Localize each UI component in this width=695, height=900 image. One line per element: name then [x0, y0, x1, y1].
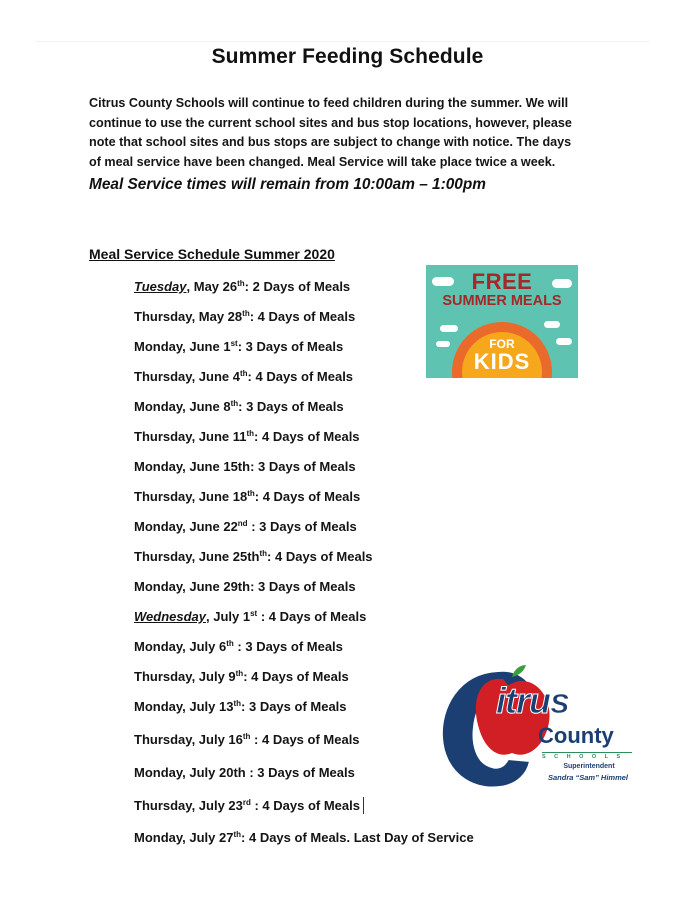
ordinal-suffix: th — [237, 279, 245, 288]
schedule-date: , June 4 — [191, 369, 240, 384]
schedule-meals: : 4 Days of Meals — [250, 732, 360, 747]
intro-paragraph — [89, 94, 649, 172]
schedule-row — [134, 639, 343, 654]
schedule-row — [134, 669, 349, 684]
schedule-meals: : 3 Days of Meals — [250, 579, 356, 594]
ordinal-suffix: st — [230, 339, 238, 348]
schedule-heading: Meal Service Schedule Summer 2020 — [89, 246, 335, 262]
schedule-row — [134, 549, 373, 564]
schedule-day: Thursday — [134, 429, 192, 444]
ordinal-suffix: th — [242, 309, 250, 318]
service-times-notice: Meal Service times will remain from 10:00am – 1:00pm — [89, 176, 486, 193]
ordinal-suffix: nd — [237, 519, 248, 528]
schedule-date: , June 25th — [191, 549, 260, 564]
schedule-meals: : 4 Days of Meals — [254, 429, 360, 444]
free-summer-meals-image — [426, 265, 578, 378]
citrus-county-schools-logo — [438, 663, 638, 793]
schedule-row — [134, 489, 360, 504]
schedule-date: , June 1 — [182, 339, 231, 354]
ordinal-suffix: th — [235, 669, 244, 678]
schedule-day: Thursday — [134, 489, 192, 504]
schedule-date: , June 11 — [191, 429, 247, 444]
schedule-meals: : 3 Days of Meals — [233, 639, 343, 654]
schedule-date: , May 26 — [186, 279, 238, 294]
ordinal-suffix: th — [259, 549, 268, 558]
schedule-row — [134, 732, 360, 747]
ordinal-suffix: th — [233, 699, 242, 708]
logo-divider — [542, 752, 632, 753]
logo-text-schools: SCHOOLS — [542, 754, 629, 760]
schedule-meals: : 3 Days of Meals — [238, 399, 344, 414]
schedule-day: Monday — [134, 765, 183, 780]
schedule-date: , June 29th — [182, 579, 251, 594]
schedule-meals: : 3 Days of Meals — [250, 459, 356, 474]
schedule-date: , June 18 — [191, 489, 248, 504]
schedule-meals: : 4 Days of Meals — [257, 609, 367, 624]
image-text-for: FOR — [489, 337, 515, 351]
schedule-day: Monday — [134, 639, 183, 654]
schedule-meals: : 3 Days of Meals — [241, 699, 347, 714]
schedule-row — [134, 797, 364, 814]
schedule-row — [134, 519, 357, 534]
schedule-day: Thursday — [134, 669, 192, 684]
schedule-date: , June 8 — [182, 399, 231, 414]
ordinal-suffix: th — [242, 732, 251, 741]
schedule-date: , July 16 — [191, 732, 243, 747]
schedule-day: Monday — [134, 830, 183, 845]
schedule-meals: : 2 Days of Meals — [244, 279, 351, 294]
cloud-icon — [440, 325, 458, 332]
image-text-summer-meals: SUMMER MEALS — [442, 293, 562, 309]
schedule-meals: : 3 Days of Meals — [247, 519, 357, 534]
schedule-date: , June 22 — [182, 519, 238, 534]
cloud-icon — [544, 321, 560, 328]
page-top-border — [35, 41, 650, 42]
schedule-meals: : 4 Days of Meals — [247, 369, 354, 384]
schedule-day: Monday — [134, 519, 183, 534]
schedule-row — [134, 609, 366, 624]
ordinal-suffix: th — [239, 369, 248, 378]
schedule-meals: : 4 Days of Meals — [243, 669, 349, 684]
schedule-day: Thursday — [134, 732, 192, 747]
schedule-date: , July 20th — [182, 765, 246, 780]
schedule-meals: : 3 Days of Meals — [237, 339, 344, 354]
schedule-day: Monday — [134, 399, 183, 414]
ordinal-suffix: rd — [242, 798, 251, 807]
logo-text-citrus: itrus — [496, 680, 570, 721]
schedule-meals: : 4 Days of Meals — [249, 309, 356, 324]
image-text-kids: KIDS — [473, 349, 531, 374]
schedule-date: , July 1 — [206, 609, 251, 624]
schedule-meals: : 4 Days of Meals — [267, 549, 373, 564]
ordinal-suffix: th — [230, 399, 239, 408]
schedule-day: Monday — [134, 579, 183, 594]
schedule-meals: : 4 Days of Meals — [254, 489, 361, 504]
schedule-row — [134, 459, 356, 474]
logo-superintendent-label: Superintendent — [563, 763, 615, 770]
schedule-day: Thursday — [134, 798, 192, 813]
intro-line: Citrus County Schools will continue to feed children during the summer. We will — [89, 96, 569, 110]
schedule-date: , July 9 — [191, 669, 236, 684]
ordinal-suffix: th — [246, 429, 255, 438]
schedule-date: , June 15th — [182, 459, 251, 474]
ordinal-suffix: th — [233, 830, 242, 839]
logo-superintendent-name: Sandra “Sam” Himmel — [547, 773, 629, 782]
schedule-row — [134, 429, 360, 444]
image-text-free: FREE — [471, 269, 533, 294]
schedule-row — [134, 699, 347, 714]
schedule-row — [134, 339, 343, 354]
schedule-day: Tuesday — [134, 279, 187, 294]
schedule-row — [134, 369, 353, 384]
schedule-meals: : 4 Days of Meals — [250, 798, 360, 813]
ordinal-suffix: th — [226, 639, 234, 648]
schedule-day: Monday — [134, 699, 183, 714]
page-title: Summer Feeding Schedule — [211, 45, 484, 68]
schedule-day: Thursday — [134, 549, 192, 564]
schedule-row — [134, 399, 344, 414]
schedule-date: , May 28 — [191, 309, 243, 324]
schedule-row — [134, 830, 474, 845]
text-cursor — [363, 797, 364, 814]
schedule-day: Monday — [134, 459, 183, 474]
logo-text-county: County — [538, 723, 614, 748]
schedule-row — [134, 579, 356, 594]
schedule-day: Wednesday — [134, 609, 207, 624]
schedule-date: , July 6 — [182, 639, 227, 654]
intro-line: note that school sites and bus stops are subject to change with notice. The days — [89, 135, 572, 149]
schedule-meals: : 3 Days of Meals — [245, 765, 355, 780]
schedule-row — [134, 309, 355, 324]
schedule-date: , July 23 — [191, 798, 243, 813]
schedule-date: , July 27 — [182, 830, 234, 845]
intro-line: of meal service have been changed. Meal Service will take place twice a week. — [89, 154, 556, 169]
schedule-day: Thursday — [134, 369, 192, 384]
schedule-meals: : 4 Days of Meals. Last Day of Service — [241, 830, 474, 845]
schedule-day: Thursday — [134, 309, 192, 324]
schedule-date: , July 13 — [182, 699, 234, 714]
schedule-row — [134, 279, 350, 294]
schedule-row — [134, 765, 355, 780]
ordinal-suffix: th — [247, 489, 255, 498]
intro-line: continue to use the current school sites and bus stop locations, however, please — [89, 115, 572, 130]
schedule-day: Monday — [134, 339, 183, 354]
ordinal-suffix: st — [250, 609, 258, 618]
